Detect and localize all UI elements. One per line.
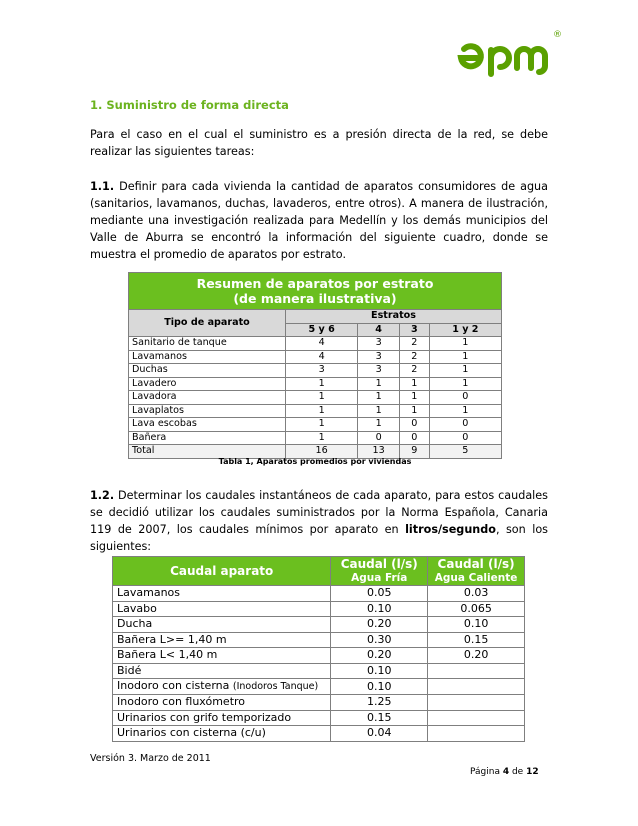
appliance-count: 9 [400,445,430,459]
flow-fria: 0.05 [331,586,428,602]
flow-caliente: 0.20 [428,648,525,664]
appliance-count: 0 [400,431,430,445]
flow-fria: 0.15 [331,710,428,726]
footer-page: Página 4 de 12 [470,767,539,777]
appliance-name: Urinarios con cisterna (c/u) [113,726,331,742]
step-1-2 [90,487,548,555]
estrato-header: 1 y 2 [429,323,501,337]
step-1-2-number: 1.2. [90,489,115,502]
step-1-1-number: 1.1. [90,180,115,193]
appliances-table [128,272,502,459]
appliance-name: Lavadero [129,377,286,391]
appliance-count: 1 [358,391,400,405]
appliance-count: 0 [429,418,501,432]
appliance-count: 1 [286,377,358,391]
appliance-count: 16 [286,445,358,459]
table-row [113,601,525,617]
appliance-count: 0 [429,431,501,445]
registered-mark: ® [553,30,562,40]
appliance-name: Bañera L>= 1,40 m [113,632,331,648]
step-1-2-text-end: , son los siguientes: [90,523,549,553]
table-row [129,350,502,364]
flow-fria: 0.10 [331,601,428,617]
appliance-count: 4 [286,337,358,351]
appliances-table-title: Resumen de aparatos por estrato (de manera ilustrativa) [129,273,502,310]
table-1-caption: Tabla 1, Aparatos promedios por viviendas [218,457,412,466]
appliance-count: 1 [429,364,501,378]
appliance-name: Bañera [129,431,286,445]
appliance-name: Total [129,445,286,459]
appliance-count: 1 [358,404,400,418]
table-row [113,632,525,648]
flow-caliente [428,726,525,742]
appliance-name: Lavaplatos [129,404,286,418]
estrato-header: 3 [400,323,430,337]
flow-caliente [428,695,525,711]
appliance-count: 2 [400,350,430,364]
appliance-count: 1 [286,418,358,432]
table-row [113,586,525,602]
step-1-1 [90,178,548,263]
table-row [113,679,525,695]
col-caudal-aparato: Caudal aparato [113,557,331,586]
page-total: 12 [526,767,539,777]
appliance-count: 0 [429,391,501,405]
appliance-count: 3 [286,364,358,378]
appliance-count: 3 [358,337,400,351]
col-agua-fria: Caudal (l/s) Agua Fría [331,557,428,586]
flow-caliente: 0.15 [428,632,525,648]
table-row [113,710,525,726]
step-1-2-units: litros/segundo [405,523,496,536]
appliance-count: 1 [286,431,358,445]
table-row [129,431,502,445]
table-row [129,418,502,432]
estrato-header: 4 [358,323,400,337]
appliance-count: 1 [286,391,358,405]
flow-fria: 0.10 [331,679,428,695]
flow-fria: 0.04 [331,726,428,742]
appliance-name: Inodoro con cisterna (Inodoros Tanque) [113,679,331,695]
flow-fria: 0.20 [331,617,428,633]
epm-logo-icon [455,28,565,80]
intro-paragraph: Para el caso en el cual el suministro es a presión directa de la red, se debe realizar las siguientes tareas: [90,128,548,158]
epm-logo [455,28,565,80]
appliance-count: 1 [429,337,501,351]
appliance-count: 1 [400,404,430,418]
appliance-count: 0 [400,418,430,432]
page-number: 4 [502,767,510,777]
flow-fria: 1.25 [331,695,428,711]
appliance-count: 1 [358,377,400,391]
flow-caliente: 0.03 [428,586,525,602]
appliance-count: 1 [358,418,400,432]
flow-caliente [428,679,525,695]
section-title: 1. Suministro de forma directa [90,98,289,112]
flow-caliente: 0.065 [428,601,525,617]
table-total-row [129,445,502,459]
appliance-count: 1 [400,377,430,391]
appliance-name: Lavamanos [113,586,331,602]
appliance-count: 3 [358,364,400,378]
flow-fria: 0.10 [331,663,428,679]
appliance-count: 1 [400,391,430,405]
table-row [113,617,525,633]
appliance-count: 3 [358,350,400,364]
appliance-name: Urinarios con grifo temporizado [113,710,331,726]
appliance-name: Sanitario de tanque [129,337,286,351]
step-1-2-text: Determinar los caudales instantáneos de cada aparato, para estos caudales se decidió utilizar los caudales suministrados por la Norma Española, Canaria 119 de 2007, los caudales mínimos por aparato en [90,489,548,536]
appliance-name: Lava escobas [129,418,286,432]
appliance-count: 0 [358,431,400,445]
appliance-count: 1 [429,350,501,364]
table-row [113,695,525,711]
flow-caliente [428,663,525,679]
appliance-count: 1 [286,404,358,418]
appliance-name: Bañera L< 1,40 m [113,648,331,664]
appliance-name: Duchas [129,364,286,378]
appliance-count: 1 [429,377,501,391]
appliance-name: Bidé [113,663,331,679]
table-row [113,726,525,742]
table-row [129,337,502,351]
col-agua-caliente: Caudal (l/s) Agua Caliente [428,557,525,586]
appliance-count: 13 [358,445,400,459]
flow-fria: 0.20 [331,648,428,664]
appliance-name: Lavabo [113,601,331,617]
table-row [129,364,502,378]
appliance-name: Ducha [113,617,331,633]
appliance-count: 2 [400,364,430,378]
footer-version: Versión 3. Marzo de 2011 [90,753,211,764]
appliance-name: Lavadora [129,391,286,405]
col-estratos: Estratos [286,310,502,324]
appliance-name: Inodoro con fluxómetro [113,695,331,711]
appliance-count: 2 [400,337,430,351]
flow-table [112,556,525,742]
appliance-count: 1 [429,404,501,418]
col-tipo-aparato: Tipo de aparato [129,310,286,337]
appliance-name: Lavamanos [129,350,286,364]
flow-caliente: 0.10 [428,617,525,633]
step-1-1-text: Definir para cada vivienda la cantidad de aparatos consumidores de agua (sanitarios, lavamanos, duchas, lavaderos, entre otros). A manera de ilustración, mediante una investigación realizada para Medellín y los demás municipios del Valle de Aburra se encontró la información del siguiente cuadro, donde se muestra el promedio de aparatos por estrato. [90,180,548,261]
estrato-header: 5 y 6 [286,323,358,337]
table-row [113,663,525,679]
table-row [113,648,525,664]
table-row [129,391,502,405]
appliance-count: 5 [429,445,501,459]
table-row [129,377,502,391]
appliance-count: 4 [286,350,358,364]
flow-fria: 0.30 [331,632,428,648]
flow-caliente [428,710,525,726]
table-row [129,404,502,418]
